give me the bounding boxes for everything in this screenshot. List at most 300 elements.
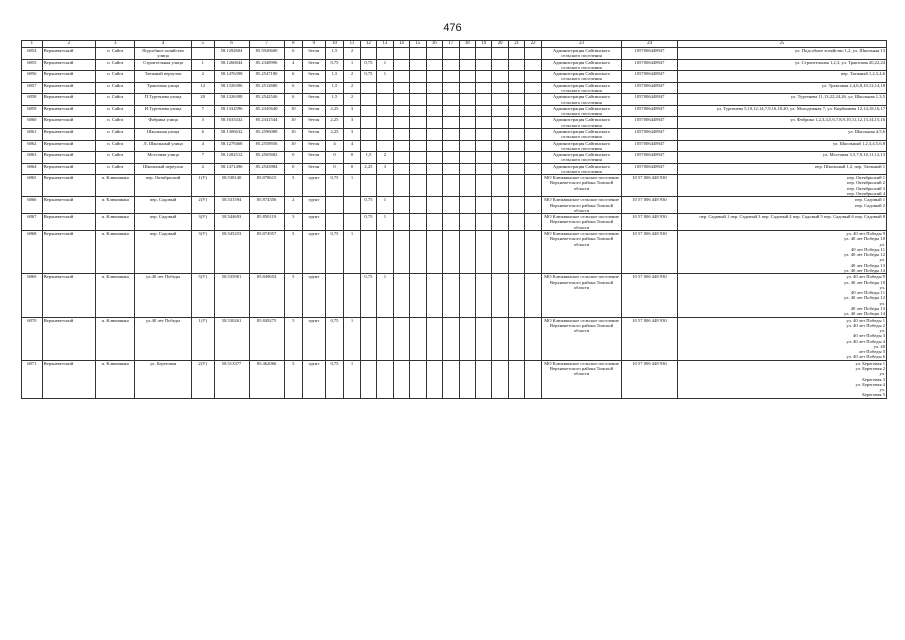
table-cell: 85.849275: [249, 317, 284, 360]
table-cell: 5: [284, 175, 303, 197]
table-cell: 58.1471496: [214, 163, 249, 175]
table-cell: 6856: [22, 71, 43, 83]
table-cell: [360, 105, 376, 117]
table-cell: Подсобное хозяйство улица: [135, 48, 192, 60]
table-cell: п. Клюквинка: [96, 214, 135, 231]
table-cell: [344, 214, 360, 231]
table-cell: [459, 128, 475, 140]
table-cell: Верхнекетский: [42, 360, 96, 398]
table-cell: [492, 94, 508, 106]
table-row: [22, 231, 887, 274]
table-cell: [459, 140, 475, 152]
table-cell: [459, 59, 475, 71]
table-cell: 6858: [22, 94, 43, 106]
table-cell: [360, 175, 376, 197]
table-cell: [492, 117, 508, 129]
table-cell: [459, 231, 475, 274]
table-cell: [475, 231, 491, 274]
table-cell: [410, 175, 426, 197]
table-cell: 0: [284, 152, 303, 164]
table-cell: [443, 152, 459, 164]
table-cell: 85.874356: [249, 197, 284, 214]
table-cell: Верхнекетский: [42, 274, 96, 317]
table-cell: 6870: [22, 317, 43, 360]
table-cell: 6860: [22, 117, 43, 129]
table-cell: [426, 197, 442, 214]
table-cell: 5: [284, 360, 303, 398]
table-cell: [475, 128, 491, 140]
table-cell: МО Клюквинское сельское поселение Верхнекетского района Томской области: [541, 214, 621, 231]
table-cell: [508, 140, 524, 152]
table-cell: 0,75: [325, 231, 344, 274]
table-cell: п. Клюквинка: [96, 197, 135, 214]
table-cell: 10: [284, 105, 303, 117]
table-cell: 3: [377, 163, 393, 175]
table-cell: [508, 175, 524, 197]
column-header: 15: [410, 41, 426, 48]
table-cell: [410, 105, 426, 117]
table-cell: грунт: [303, 360, 326, 398]
table-cell: 20: [191, 94, 214, 106]
table-cell: [475, 117, 491, 129]
table-cell: 1057006448947: [622, 128, 678, 140]
table-cell: бетон: [303, 105, 326, 117]
table-cell: [443, 59, 459, 71]
table-cell: [508, 94, 524, 106]
table-cell: 6855: [22, 59, 43, 71]
table-cell: Верхнекетский: [42, 175, 96, 197]
table-cell: [525, 274, 541, 317]
table-cell: [410, 214, 426, 231]
table-cell: [508, 214, 524, 231]
table-cell: 0,75: [360, 214, 376, 231]
table-cell: 1057006448947: [622, 71, 678, 83]
table-cell: 6854: [22, 48, 43, 60]
table-cell: Администрация Сайгинского сельского поселения: [541, 48, 621, 60]
table-cell: 1,5: [325, 82, 344, 94]
table-cell: [360, 231, 376, 274]
table-cell: [508, 82, 524, 94]
table-cell: [475, 214, 491, 231]
table-cell: 58.1282512: [214, 152, 249, 164]
table-cell: [360, 48, 376, 60]
table-cell: 58.535901: [214, 274, 249, 317]
table-cell: [377, 231, 393, 274]
table-cell: бетон: [303, 152, 326, 164]
table-cell: 2: [284, 197, 303, 214]
table-cell: [475, 197, 491, 214]
table-cell: [475, 71, 491, 83]
table-cell: бетон: [303, 140, 326, 152]
table-cell: 12: [191, 82, 214, 94]
table-cell: 1: [377, 274, 393, 317]
table-cell: [525, 48, 541, 60]
table-cell: [426, 82, 442, 94]
column-header: 11: [344, 41, 360, 48]
table-cell: 58.1279468: [214, 140, 249, 152]
table-cell: 2: [344, 82, 360, 94]
table-cell: [426, 71, 442, 83]
table-row: [22, 197, 887, 214]
column-header: 8: [284, 41, 303, 48]
table-cell: [508, 197, 524, 214]
table-cell: [492, 140, 508, 152]
table-cell: 5: [284, 231, 303, 274]
table-cell: 6864: [22, 163, 43, 175]
table-cell: пер. Октябрьский: [135, 175, 192, 197]
table-row: [22, 274, 887, 317]
table-cell: Верхнекетский: [42, 317, 96, 360]
table-cell: ул. Строительная 1,2,3, ул. Трактовая 20,22,24: [677, 59, 886, 71]
table-cell: Администрация Сайгинского сельского поселения: [541, 59, 621, 71]
table-cell: 58.1326396: [214, 82, 249, 94]
table-cell: 1: [344, 175, 360, 197]
table-cell: [459, 163, 475, 175]
table-cell: [377, 128, 393, 140]
table-cell: 85.2348996: [249, 59, 284, 71]
table-row: [22, 128, 887, 140]
table-cell: 0,75: [325, 59, 344, 71]
table-cell: [377, 360, 393, 398]
column-header: 1: [22, 41, 43, 48]
table-cell: [525, 94, 541, 106]
table-cell: бетон: [303, 59, 326, 71]
table-cell: [426, 152, 442, 164]
table-cell: [410, 197, 426, 214]
table-cell: МО Клюквинское сельское поселение Верхнекетского района Томской области: [541, 175, 621, 197]
table-cell: 1: [377, 59, 393, 71]
table-cell: 7: [191, 105, 214, 117]
table-cell: 1(У): [191, 317, 214, 360]
table-cell: 58.538140: [214, 175, 249, 197]
table-cell: Администрация Сайгинского сельского поселения: [541, 140, 621, 152]
table-cell: 1057006448947: [622, 163, 678, 175]
table-cell: [410, 94, 426, 106]
table-cell: [508, 317, 524, 360]
table-cell: [426, 128, 442, 140]
table-cell: [325, 214, 344, 231]
table-cell: 5: [284, 274, 303, 317]
table-cell: Верхнекетский: [42, 214, 96, 231]
table-cell: 2,25: [325, 105, 344, 117]
table-cell: [459, 214, 475, 231]
table-cell: 85.2345640: [249, 105, 284, 117]
table-cell: Верхнекетский: [42, 163, 96, 175]
table-cell: [492, 128, 508, 140]
table-cell: грунт: [303, 274, 326, 317]
column-header: 7: [249, 41, 284, 48]
table-cell: [426, 214, 442, 231]
table-cell: бетон: [303, 163, 326, 175]
table-row: [22, 140, 887, 152]
table-cell: Фабрика улица: [135, 117, 192, 129]
table-cell: 85.2542546: [249, 94, 284, 106]
table-row: [22, 59, 887, 71]
table-cell: 1057006448947: [622, 59, 678, 71]
table-cell: 1057006448947: [622, 117, 678, 129]
table-cell: Администрация Сайгинского сельского поселения: [541, 128, 621, 140]
table-cell: [525, 214, 541, 231]
table-cell: 1,5: [325, 71, 344, 83]
column-header: 14: [393, 41, 409, 48]
table-cell: И.Тургенева улица: [135, 105, 192, 117]
table-cell: [443, 317, 459, 360]
table-cell: 2,25: [325, 128, 344, 140]
table-row: [22, 214, 887, 231]
table-cell: [508, 105, 524, 117]
table-cell: 0: [284, 163, 303, 175]
table-cell: МО Клюквинское сельское поселение Верхнекетского района Томской области: [541, 231, 621, 274]
table-cell: 6861: [22, 128, 43, 140]
table-cell: 6: [284, 71, 303, 83]
table-cell: [459, 82, 475, 94]
table-cell: ул. Школьная 4,5,6: [677, 128, 886, 140]
table-cell: Верхнекетский: [42, 140, 96, 152]
column-header: 25: [677, 41, 886, 48]
table-row: [22, 48, 887, 60]
table-cell: 10 57 006 448 930: [622, 175, 678, 197]
table-cell: [492, 71, 508, 83]
table-cell: 58.1306632: [214, 128, 249, 140]
table-cell: [525, 82, 541, 94]
table-cell: [492, 274, 508, 317]
table-cell: [325, 197, 344, 214]
table-cell: [475, 82, 491, 94]
table-cell: [325, 274, 344, 317]
table-cell: [525, 360, 541, 398]
table-cell: пер. Садовый 1 пер. Садовый 3 пер. Садовый 4 пер. Садовый 5 пер. Садовый 6 пер. Садовый 8: [677, 214, 886, 231]
table-cell: [410, 274, 426, 317]
table-cell: МО Клюквинское сельское поселение Верхнекетского района Томской области: [541, 197, 621, 214]
table-cell: 0,75: [325, 317, 344, 360]
table-cell: [525, 317, 541, 360]
table-cell: Администрация Сайгинского сельского поселения: [541, 105, 621, 117]
table-cell: 0,75: [360, 59, 376, 71]
table-cell: 4: [344, 140, 360, 152]
table-cell: [426, 360, 442, 398]
table-cell: 58.1266844: [214, 59, 249, 71]
table-cell: 58.1635432: [214, 117, 249, 129]
table-cell: [443, 197, 459, 214]
table-cell: 2,25: [360, 163, 376, 175]
table-cell: п. Сайга: [96, 71, 135, 83]
table-cell: [443, 105, 459, 117]
table-cell: 10 57 006 448 930: [622, 231, 678, 274]
table-cell: [525, 59, 541, 71]
table-cell: [410, 117, 426, 129]
page-number: 476: [443, 22, 462, 34]
table-cell: 6868: [22, 231, 43, 274]
table-cell: П.Тургенева улица: [135, 94, 192, 106]
column-header: 3: [96, 41, 135, 48]
table-cell: 6869: [22, 274, 43, 317]
table-cell: 85.2341544: [249, 117, 284, 129]
table-cell: 3: [284, 214, 303, 231]
table-cell: Администрация Сайгинского сельского поселения: [541, 94, 621, 106]
table-cell: [475, 59, 491, 71]
table-cell: [393, 48, 409, 60]
table-cell: [410, 152, 426, 164]
table-cell: 2: [377, 152, 393, 164]
table-cell: Верхнекетский: [42, 152, 96, 164]
table-cell: [410, 59, 426, 71]
table-cell: п. Сайга: [96, 82, 135, 94]
table-cell: п. Сайга: [96, 140, 135, 152]
table-cell: грунт: [303, 231, 326, 274]
table-cell: 1057006448947: [622, 48, 678, 60]
table-cell: п. Клюквинка: [96, 360, 135, 398]
table-cell: Школьная улица: [135, 128, 192, 140]
table-cell: [443, 214, 459, 231]
table-cell: 6866: [22, 197, 43, 214]
table-cell: [410, 360, 426, 398]
table-cell: 58.1292604: [214, 48, 249, 60]
table-cell: [393, 71, 409, 83]
table-row: [22, 360, 887, 398]
table-cell: 1: [344, 59, 360, 71]
table-cell: [377, 105, 393, 117]
table-cell: п. Сайга: [96, 128, 135, 140]
table-cell: [492, 197, 508, 214]
table-cell: ул. Береговая: [135, 360, 192, 398]
column-header: 10: [325, 41, 344, 48]
table-cell: 58.1476398: [214, 71, 249, 83]
table-cell: [443, 117, 459, 129]
table-cell: [508, 163, 524, 175]
table-row: [22, 317, 887, 360]
table-cell: грунт: [303, 197, 326, 214]
table-cell: [410, 140, 426, 152]
table-cell: [492, 360, 508, 398]
table-cell: 1,5: [325, 48, 344, 60]
table-cell: [459, 48, 475, 60]
table-cell: [508, 48, 524, 60]
table-cell: 3: [344, 117, 360, 129]
table-cell: 85.850119: [249, 214, 284, 231]
table-cell: [508, 128, 524, 140]
table-cell: [459, 117, 475, 129]
column-header: 24: [622, 41, 678, 48]
table-cell: п. Сайга: [96, 152, 135, 164]
table-cell: 1057006448947: [622, 140, 678, 152]
table-cell: 10: [284, 128, 303, 140]
table-cell: 10 57 006 448 930: [622, 214, 678, 231]
table-cell: [492, 105, 508, 117]
table-cell: [410, 82, 426, 94]
table-cell: 6865: [22, 175, 43, 197]
table-cell: п. Клюквинка: [96, 231, 135, 274]
table-cell: [377, 317, 393, 360]
table-cell: ул. Трактовая 2,4,6,8,10,12,14,18: [677, 82, 886, 94]
table-cell: 58.544693: [214, 214, 249, 231]
table-cell: Верхнекетский: [42, 71, 96, 83]
table-cell: [393, 317, 409, 360]
table-cell: [426, 175, 442, 197]
table-cell: [410, 163, 426, 175]
table-cell: [377, 140, 393, 152]
table-cell: [475, 175, 491, 197]
table-cell: ул. Фабрика 1,2,3,4,5,6,7,8,9,10,11,12,13,14,15,16: [677, 117, 886, 129]
table-cell: Верхнекетский: [42, 231, 96, 274]
table-cell: [443, 71, 459, 83]
table-cell: ул. Подсобное хозяйство 1,2, ул. Школьная 13: [677, 48, 886, 60]
table-cell: 4: [284, 59, 303, 71]
table-cell: 58.513377: [214, 360, 249, 398]
table-cell: [393, 274, 409, 317]
table-cell: пер. Садовый: [135, 214, 192, 231]
table-cell: 58.1332596: [214, 105, 249, 117]
column-header: 2: [42, 41, 96, 48]
table-cell: 6: [284, 94, 303, 106]
table-cell: [426, 163, 442, 175]
table-cell: грунт: [303, 317, 326, 360]
table-cell: [525, 140, 541, 152]
table-cell: [410, 317, 426, 360]
table-cell: ул. 40 лет Победы 9 ул. 40 лет Победы 10 ул. 40 лет Победы 11 ул. 40 лет Победы 12 ул. 40 лет Победы 13 ул. 40 лет Победы 14: [677, 231, 886, 274]
table-cell: [426, 48, 442, 60]
table-cell: бетон: [303, 117, 326, 129]
table-cell: 85.5926600: [249, 48, 284, 60]
table-cell: ул. Тургенева 5,10,12,14,7,9,16,18,20, ул. Молодежная 7, ул. Кирбишева 12,14,18,16,17: [677, 105, 886, 117]
table-cell: пер. Октябрьский 1 пер. Октябрьский 2 пер. Октябрьский 3 пер. Октябрьский 4: [677, 175, 886, 197]
table-cell: [525, 105, 541, 117]
table-cell: [443, 274, 459, 317]
table-cell: 85.849654: [249, 274, 284, 317]
table-cell: Верхнекетский: [42, 94, 96, 106]
table-cell: 2: [344, 48, 360, 60]
table-cell: [492, 231, 508, 274]
table-cell: [508, 360, 524, 398]
table-cell: 3(У): [191, 214, 214, 231]
table-cell: ул. Школьный 1,2,3,4,5,6,8: [677, 140, 886, 152]
column-header: 21: [508, 41, 524, 48]
table-cell: пер. Садовый: [135, 197, 192, 214]
table-cell: 1057006448947: [622, 82, 678, 94]
table-cell: [508, 59, 524, 71]
table-cell: [508, 231, 524, 274]
table-cell: [426, 231, 442, 274]
table-cell: [459, 94, 475, 106]
table-cell: [492, 214, 508, 231]
table-cell: [393, 175, 409, 197]
table-cell: 2(У): [191, 197, 214, 214]
table-cell: 58.531594: [214, 197, 249, 214]
table-cell: 3: [191, 117, 214, 129]
table-cell: [360, 82, 376, 94]
table-cell: 2: [344, 71, 360, 83]
table-cell: 85.2547180: [249, 71, 284, 83]
table-cell: п. Клюквинка: [96, 274, 135, 317]
table-cell: 85.874957: [249, 231, 284, 274]
table-cell: 85.2512680: [249, 82, 284, 94]
column-header: 23: [541, 41, 621, 48]
table-cell: 0: [344, 152, 360, 164]
table-cell: [443, 94, 459, 106]
table-cell: [475, 140, 491, 152]
table-row: [22, 105, 887, 117]
table-cell: ул. Тургенева 11,13,22,24,26, ул. Школьная 1,3,5: [677, 94, 886, 106]
table-cell: 1: [377, 197, 393, 214]
table-cell: 1(У): [191, 175, 214, 197]
table-cell: [525, 163, 541, 175]
table-cell: [459, 152, 475, 164]
table-row: [22, 71, 887, 83]
table-cell: [475, 48, 491, 60]
table-cell: грунт: [303, 175, 326, 197]
table-cell: 0: [325, 152, 344, 164]
table-cell: [393, 82, 409, 94]
table-cell: 10: [284, 140, 303, 152]
